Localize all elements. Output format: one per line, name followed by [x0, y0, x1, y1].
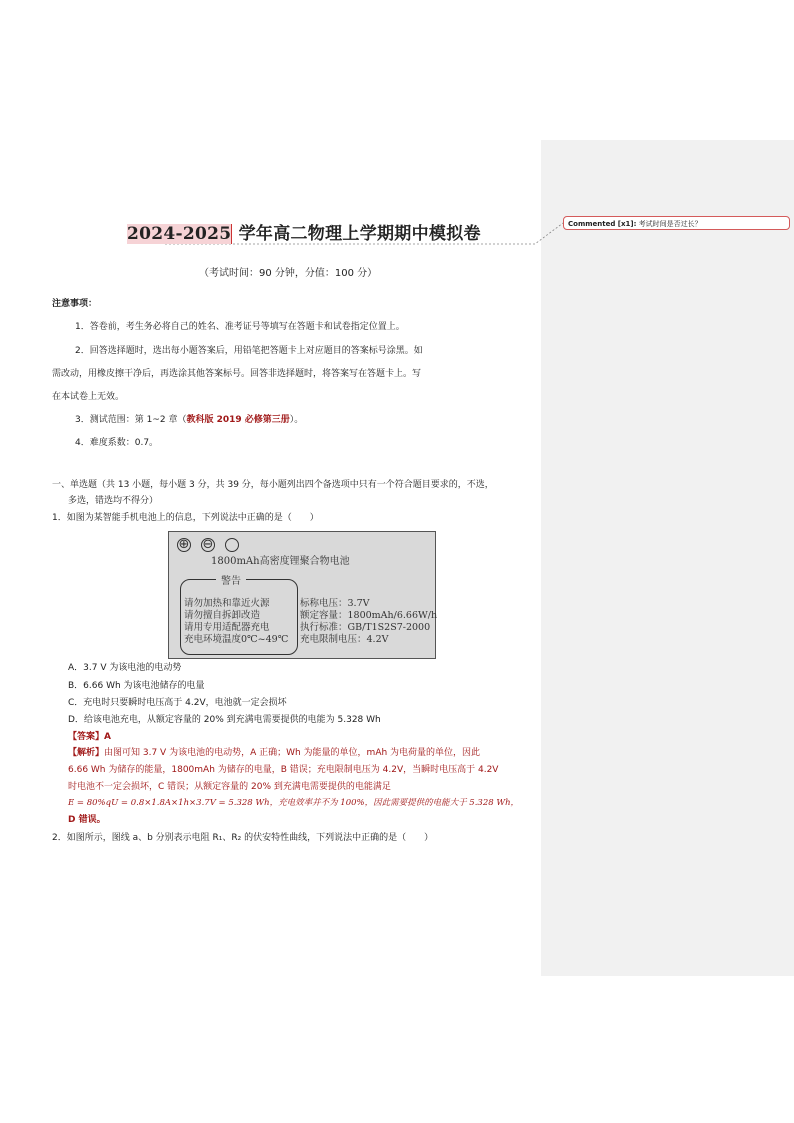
- analysis-label: 【解析】: [68, 748, 105, 758]
- analysis-text-1: 由图可知 3.7 V 为该电池的电动势，A 正确；Wh 为能量的单位，mAh 为电荷量的单位，因此: [104, 748, 481, 758]
- note-item-2-line-1: 2．回答选择题时，选出每小题答案后，用铅笔把答题卡上对应题目的答案标号涂黑。如: [75, 346, 423, 356]
- warning-line-3: 请用专用适配器充电: [184, 622, 270, 633]
- note-item-3-prefix: 3．测试范围：第 1~2 章（: [75, 415, 187, 425]
- question-2-stem: 2．如图所示，图线 a、b 分别表示电阻 R₁、R₂ 的伏安特性曲线，下列说法中正确的是（ ）: [52, 833, 434, 843]
- analysis-line-3: 时电池不一定会损坏，C 错误；从额定容量的 20% 到充满电需要提供的电能满足: [68, 782, 391, 792]
- spec-line-3: 执行标准：GB/T1S2S7-2000: [300, 622, 431, 633]
- section-heading-line-1: 一、单选题（共 13 小题，每小题 3 分，共 39 分，每小题列出四个备选项中只有一个符合题目要求的，不选，: [52, 480, 494, 490]
- title-rest: 学年高二物理上学期期中模拟卷: [232, 224, 481, 244]
- analysis-formula: E = 80%qU = 0.8×1.8A×1h×3.7V = 5.328 Wh，充电效率并不为 100%，因此需要提供的电能大于 5.328 Wh，: [68, 798, 520, 808]
- notes-heading: 注意事项：: [52, 299, 98, 309]
- note-item-3-range: 教科版 2019 必修第三册: [186, 415, 290, 425]
- option-a: A．3.7 V 为该电池的电动势: [68, 663, 182, 673]
- spec-line-1: 标称电压：3.7V: [300, 598, 370, 609]
- question-1-stem: 1．如图为某智能手机电池上的信息，下列说法中正确的是（ ）: [52, 513, 319, 523]
- comment-text: 考试时间是否过长？: [638, 220, 702, 228]
- note-item-2-line-3: 在本试卷上无效。: [52, 392, 125, 402]
- analysis-line-5: D 错误。: [68, 815, 106, 825]
- exam-info: （考试时间：90 分钟，分值：100 分）: [199, 268, 378, 279]
- negative-terminal-icon: ⊖: [202, 537, 214, 552]
- comment-margin-pane: [541, 140, 794, 976]
- spec-line-4: 充电限制电压：4.2V: [300, 634, 389, 645]
- warning-line-2: 请勿擅自拆卸改造: [184, 610, 261, 621]
- note-item-3: [75, 415, 303, 426]
- spec-line-2: 额定容量：1800mAh/6.66W/h: [300, 610, 438, 621]
- title-year: 2024-2025: [127, 224, 232, 244]
- warning-title: 警告: [216, 572, 246, 587]
- circle-symbol-icon: [225, 538, 239, 552]
- comment-author: Commented [x1]:: [568, 220, 637, 228]
- analysis-line-2: 6.66 Wh 为储存的能量，1800mAh 为储存的电量，B 错误；充电限制电压为 4.2V，当瞬时电压高于 4.2V: [68, 765, 499, 775]
- option-d: D．给该电池充电，从额定容量的 20% 到充满电需要提供的电能为 5.328 Wh: [68, 715, 381, 725]
- comment-balloon[interactable]: [563, 216, 790, 230]
- note-item-4: 4．难度系数：0.7。: [75, 438, 159, 448]
- analysis-line-1: [68, 748, 480, 759]
- section-heading-line-2: 多选，错选均不得分）: [68, 496, 159, 506]
- answer: 【答案】A: [68, 732, 111, 742]
- note-item-3-suffix: ）。: [289, 415, 304, 425]
- battery-name: 1800mAh高密度锂聚合物电池: [211, 556, 350, 567]
- note-item-1: 1．答卷前，考生务必将自己的姓名、准考证号等填写在答题卡和试卷指定位置上。: [75, 322, 405, 332]
- option-c: C．充电时只要瞬时电压高于 4.2V，电池就一定会损坏: [68, 698, 287, 708]
- warning-line-1: 请勿加热和靠近火源: [184, 598, 270, 609]
- positive-terminal-icon: ⊕: [178, 537, 190, 552]
- warning-line-4: 充电环境温度0℃~49℃: [184, 634, 289, 645]
- option-b: B．6.66 Wh 为该电池储存的电量: [68, 681, 205, 691]
- note-item-2-line-2: 需改动，用橡皮擦干净后，再选涂其他答案标号。回答非选择题时，将答案写在答题卡上。写: [52, 369, 422, 379]
- page-title: [127, 219, 481, 244]
- battery-label-image: [168, 531, 436, 659]
